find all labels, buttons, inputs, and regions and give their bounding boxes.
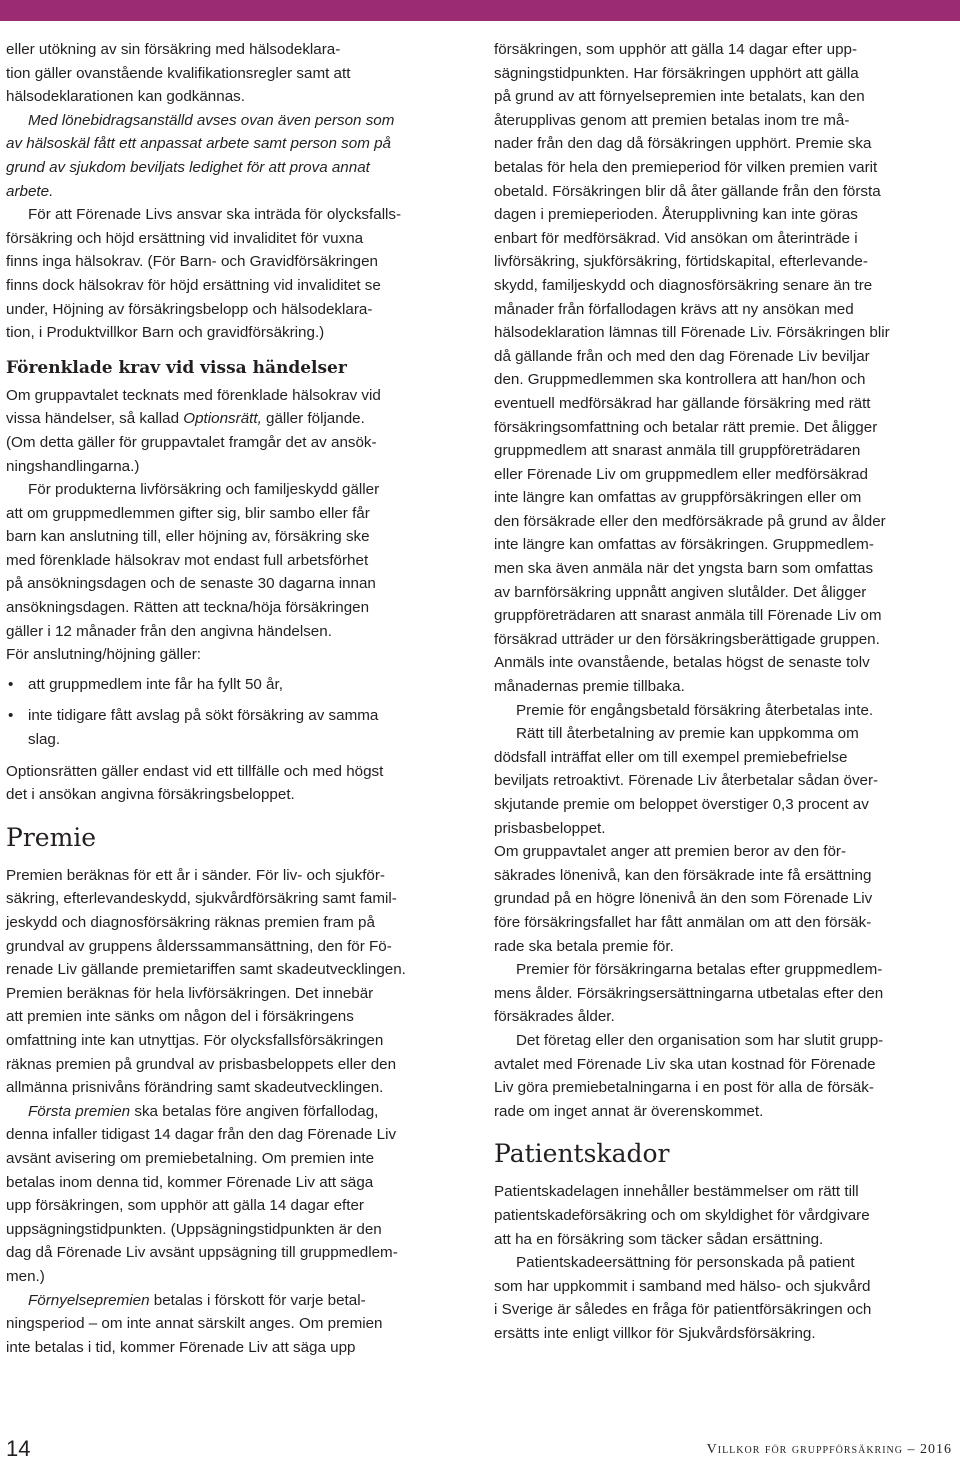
top-accent-bar bbox=[0, 0, 960, 21]
paragraph: Premien beräknas för ett år i sänder. För liv- och sjukför- säkring, efterlevandeskydd, sjukvårdförsäkring samt famil- jeskydd och diagnosförsäkring räknas premien fram på grundval av gruppens ålderssammansättning, den för Fö- renade Liv gällande premietariffen samt skadeutvecklingen. Premien beräknas för hela livförsäkringen. Det innebär att premien inte sänks om någon del i försäkringens omfattning inte kan utnyttjas. För olycksfallsförsäkringen räknas premien på grundval av prisbasbeloppets eller den allmänna prisnivåns förändring samt skadeutvecklingen. bbox=[6, 866, 406, 1097]
paragraph bbox=[6, 384, 468, 478]
emphasis-fornyelsepremien: Förnyelsepremien bbox=[28, 1291, 150, 1309]
text-run: gäller följande. (Om detta gäller för gruppavtalet framgår det av ansök- ningshandlingarna.) bbox=[6, 410, 377, 475]
footer-document-title: Villkor för gruppförsäkring – 2016 bbox=[706, 1442, 952, 1457]
paragraph: För att Förenade Livs ansvar ska inträda för olycksfalls- försäkring och höjd ersättning vid invaliditet för vuxna finns inga hälsokrav. (För Barn- och Gravidförsäkringen finns dock hälsokrav för höjd ersättning vid invaliditet se under, Höjning av försäkringsbelopp och hälsodeklara- tion, i Produktvillkor Barn och gravidförsäkring.) bbox=[6, 206, 402, 342]
paragraph: Det företag eller den organisation som har slutit grupp- avtalet med Förenade Liv ska utan kostnad för Förenade Liv göra premiebetalningarna i en post för alla de försäk- rade om inget annat är överenskommet. bbox=[494, 1031, 884, 1120]
left-column bbox=[6, 38, 468, 1359]
paragraph: Patientskadeersättning för personskada på patient som har uppkommit i samband med hälso- och sjukvård i Sverige är således en fråga för patientförsäkringen och ersätts inte enligt villkor för Sjukvårdsförsäkring. bbox=[494, 1254, 872, 1342]
paragraph: Premier för försäkringarna betalas efter gruppmedlem- mens ålder. Försäkringsersättningarna utbetalas efter den försäkrades ålder. bbox=[494, 961, 884, 1026]
paragraph: För produkterna livförsäkring och familjeskydd gäller att om gruppmedlemmen gifter sig, blir sambo eller får barn kan anslutning till, eller höjning av, försäkring ske med förenklade hälsokrav mot endast full arbetsförhet på ansökningsdagen och de senaste 30 dagarna innan ansökningsdagen. Rätten att teckna/höja försäkringen gäller i 12 månader från den angivna händelsen. bbox=[6, 481, 380, 640]
bullet-icon: • bbox=[8, 675, 14, 693]
emphasis-optionsratt: Optionsrätt, bbox=[183, 410, 262, 428]
text-run: ska betalas före angiven förfallodag, denna infaller tidigast 14 dagar från den dag Förenade Liv avsänt avisering om premiebetalning. Om premien inte betalas inom denna tid, kommer Förenade Liv att säga upp försäkringen, som upphör att gälla 14 dagar efter uppsägningstidpunkten. (Uppsägningstidpunkten är den dag då Förenade Liv avsänt uppsägning till gruppmedlem- men.) bbox=[6, 1102, 398, 1285]
list-item bbox=[6, 673, 468, 697]
text-run: betalas i förskott för varje betal- ningsperiod – om inte annat särskilt anges. Om premien inte betalas i tid, kommer Förenade Liv att säga upp bbox=[6, 1291, 383, 1356]
paragraph: Patientskadelagen innehåller bestämmelser om rätt till patientskadeförsäkring och om skyldighet för vårdgivare att ha en försäkring som täcker sådan ersättning. bbox=[494, 1183, 870, 1248]
paragraph: försäkringen, som upphör att gälla 14 dagar efter upp- sägningstidpunkten. Har försäkringen upphört att gälla på grund av att förnyelsepremien inte betalats, kan den återupplivas genom att premien betalas inom tre må- nader från den dag då försäkringen upphört. Premie ska betalas för hela den premieperiod för vilken premien varit obetald. Försäkringen blir då åter gällande från den första dagen i premieperioden. Återupplivning kan inte göras enbart för medförsäkrad. Vid ansökan om återinträde i livförsäkring, sjukförsäkring, förtidskapital, efterlevande- skydd, familjeskydd och diagnosförsäkring senare än tre månader från förfallodagen krävs att ny ansökan med hälsodeklaration lämnas till Förenade Liv. Försäkringen blir då gällande från och med den dag Förenade Liv beviljar den. Gruppmedlemmen ska kontrollera att han/hon och eventuell medförsäkrad har gällande försäkring med rätt försäkringsomfattning och betalar rätt premie. Det åligger gruppmedlem att snarast anmäla till gruppföreträdaren eller Förenade Liv om gruppmedlem eller medförsäkrad inte längre kan omfattas av gruppförsäkringen eller om den försäkrade eller den medförsäkrade på grund av ålder inte längre kan omfattas av försäkringen. Gruppmedlem- men ska även anmäla när det yngsta barn som omfattas av barnförsäkring uppnått angiven slutålder. Det åligger gruppföreträdaren att snarast anmäla till Förenade Liv om försäkrad utträder ur den försäkringsberättigade gruppen. Anmäls inte ovanstående, betalas högst de senaste tolv månadernas premie tillbaka. bbox=[494, 41, 890, 696]
paragraph: För anslutning/höjning gäller: bbox=[6, 646, 202, 664]
paragraph bbox=[6, 1100, 468, 1289]
section-heading-patientskador: Patientskador bbox=[494, 1139, 670, 1169]
paragraph: Premie för engångsbetald försäkring återbetalas inte. bbox=[516, 701, 874, 719]
section-heading-forenklade-krav: Förenklade krav vid vissa händelser bbox=[6, 357, 347, 378]
emphasis-forsta-premien: Första premien bbox=[28, 1102, 131, 1120]
list-item-text: inte tidigare fått avslag på sökt försäkring av samma slag. bbox=[28, 707, 379, 749]
list-item bbox=[6, 704, 468, 751]
paragraph: Rätt till återbetalning av premie kan uppkomma om dödsfall inträffat eller om till exempel premiebefrielse beviljats retroaktivt. Förenade Liv återbetalar sådan över- skjutande premie om beloppet överstiger 0,3 procent av prisbasbeloppet. bbox=[494, 725, 879, 837]
bullet-icon: • bbox=[8, 707, 14, 725]
list-item-text: att gruppmedlem inte får ha fyllt 50 år, bbox=[28, 675, 283, 693]
text-run: Om gruppavtalet tecknats med förenklade hälsokrav vid vissa händelser, så kallad bbox=[6, 386, 381, 428]
page-number: 14 bbox=[6, 1436, 31, 1461]
right-column bbox=[494, 38, 948, 1345]
bullet-list bbox=[6, 673, 468, 752]
paragraph: Optionsrätten gäller endast vid ett tillfälle och med högst det i ansökan angivna försäkringsbeloppet. bbox=[6, 762, 384, 804]
paragraph: Med lönebidragsanställd avses ovan även person som av hälsoskäl fått ett anpassat arbete samt person som på grund av sjukdom beviljats ledighet för att prova annat arbete. bbox=[6, 111, 395, 200]
paragraph: Om gruppavtalet anger att premien beror av den för- säkrades lönenivå, kan den försäkrade inte få ersättning grundad på en högre lönenivå än den som Förenade Liv före försäkringsfallet har fått anmälan om att den försäk- rade ska betala premie för. bbox=[494, 843, 873, 955]
section-heading-premie: Premie bbox=[6, 822, 97, 852]
paragraph bbox=[6, 1289, 468, 1360]
paragraph: eller utökning av sin försäkring med hälsodeklara- tion gäller ovanstående kvalifikationsregler samt att hälsodeklarationen kan godkännas. bbox=[6, 41, 351, 106]
